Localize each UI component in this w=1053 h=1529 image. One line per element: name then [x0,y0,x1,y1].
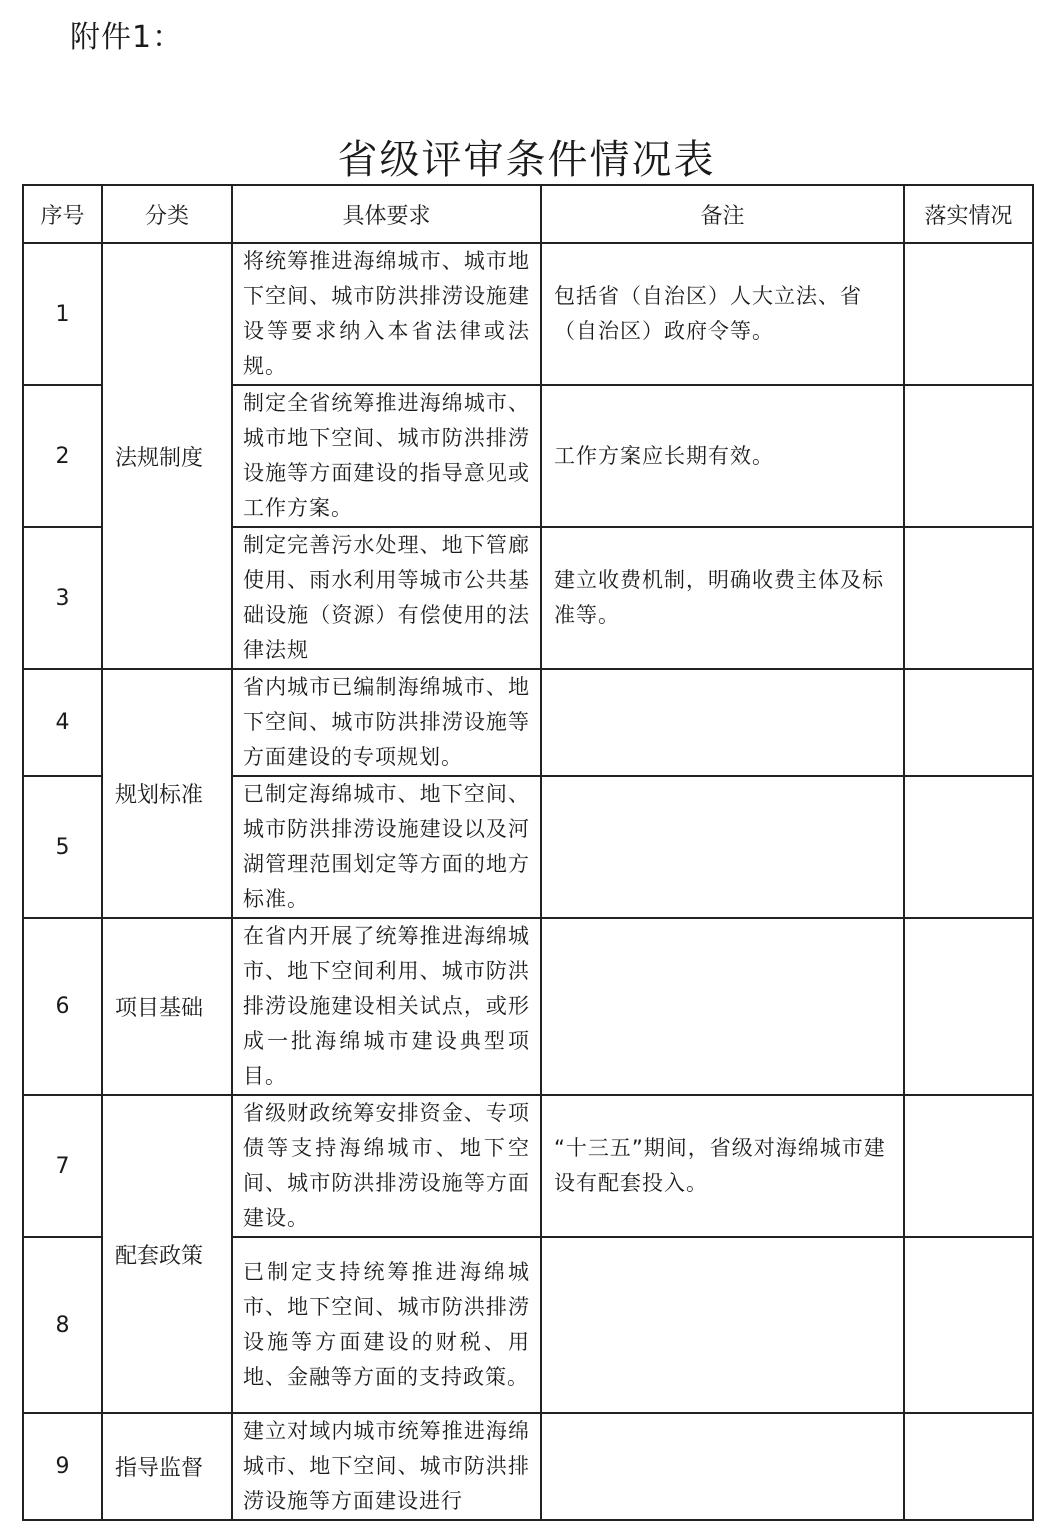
note-cell [541,669,904,776]
note-cell [541,918,904,1095]
row-no: 1 [23,243,102,385]
status-cell [904,776,1033,918]
category-cell: 配套政策 [102,1095,232,1413]
status-cell [904,243,1033,385]
requirement-cell: 省级财政统筹安排资金、专项债等支持海绵城市、地下空间、城市防洪排涝设施等方面建设。 [232,1095,541,1237]
category-cell: 项目基础 [102,918,232,1095]
status-cell [904,918,1033,1095]
status-cell [904,1095,1033,1237]
status-cell [904,385,1033,527]
conditions-table [22,184,1034,1521]
table-header-row [23,185,1033,243]
row-no: 6 [23,918,102,1095]
row-no: 2 [23,385,102,527]
status-cell [904,1413,1033,1520]
status-cell [904,1237,1033,1413]
row-no: 5 [23,776,102,918]
row-no: 9 [23,1413,102,1520]
category-cell: 指导监督 [102,1413,232,1520]
note-cell [541,1237,904,1413]
header-status: 落实情况 [904,185,1033,243]
requirement-cell: 制定全省统筹推进海绵城市、城市地下空间、城市防洪排涝设施等方面建设的指导意见或工作方案。 [232,385,541,527]
requirement-cell: 在省内开展了统筹推进海绵城市、地下空间利用、城市防洪排涝设施建设相关试点，或形成一批海绵城市建设典型项目。 [232,918,541,1095]
row-no: 8 [23,1237,102,1413]
category-cell: 法规制度 [102,243,232,669]
note-cell: 工作方案应长期有效。 [541,385,904,527]
note-cell [541,776,904,918]
requirement-cell: 已制定支持统筹推进海绵城市、地下空间、城市防洪排涝设施等方面建设的财税、用地、金融等方面的支持政策。 [232,1237,541,1413]
header-category: 分类 [102,185,232,243]
row-no: 7 [23,1095,102,1237]
row-no: 4 [23,669,102,776]
table-row [23,243,1033,385]
note-cell: 包括省（自治区）人大立法、省（自治区）政府令等。 [541,243,904,385]
status-cell [904,669,1033,776]
requirement-cell: 制定完善污水处理、地下管廊使用、雨水利用等城市公共基础设施（资源）有偿使用的法律法规 [232,527,541,669]
table-row [23,918,1033,1095]
row-no: 3 [23,527,102,669]
category-cell: 规划标准 [102,669,232,918]
note-cell [541,1413,904,1520]
table-row [23,1095,1033,1237]
table-row [23,1413,1033,1520]
requirement-cell: 将统筹推进海绵城市、城市地下空间、城市防洪排涝设施建设等要求纳入本省法律或法规。 [232,243,541,385]
status-cell [904,527,1033,669]
requirement-cell: 建立对域内城市统筹推进海绵城市、地下空间、城市防洪排涝设施等方面建设进行 [232,1413,541,1520]
header-no: 序号 [23,185,102,243]
header-note: 备注 [541,185,904,243]
table-row [23,669,1033,776]
header-requirement: 具体要求 [232,185,541,243]
page-title: 省级评审条件情况表 [337,137,716,183]
note-cell: “十三五”期间，省级对海绵城市建设有配套投入。 [541,1095,904,1237]
requirement-cell: 省内城市已编制海绵城市、地下空间、城市防洪排涝设施等方面建设的专项规划。 [232,669,541,776]
attachment-label: 附件1： [70,20,184,55]
requirement-cell: 已制定海绵城市、地下空间、城市防洪排涝设施建设以及河湖管理范围划定等方面的地方标准。 [232,776,541,918]
note-cell: 建立收费机制，明确收费主体及标准等。 [541,527,904,669]
